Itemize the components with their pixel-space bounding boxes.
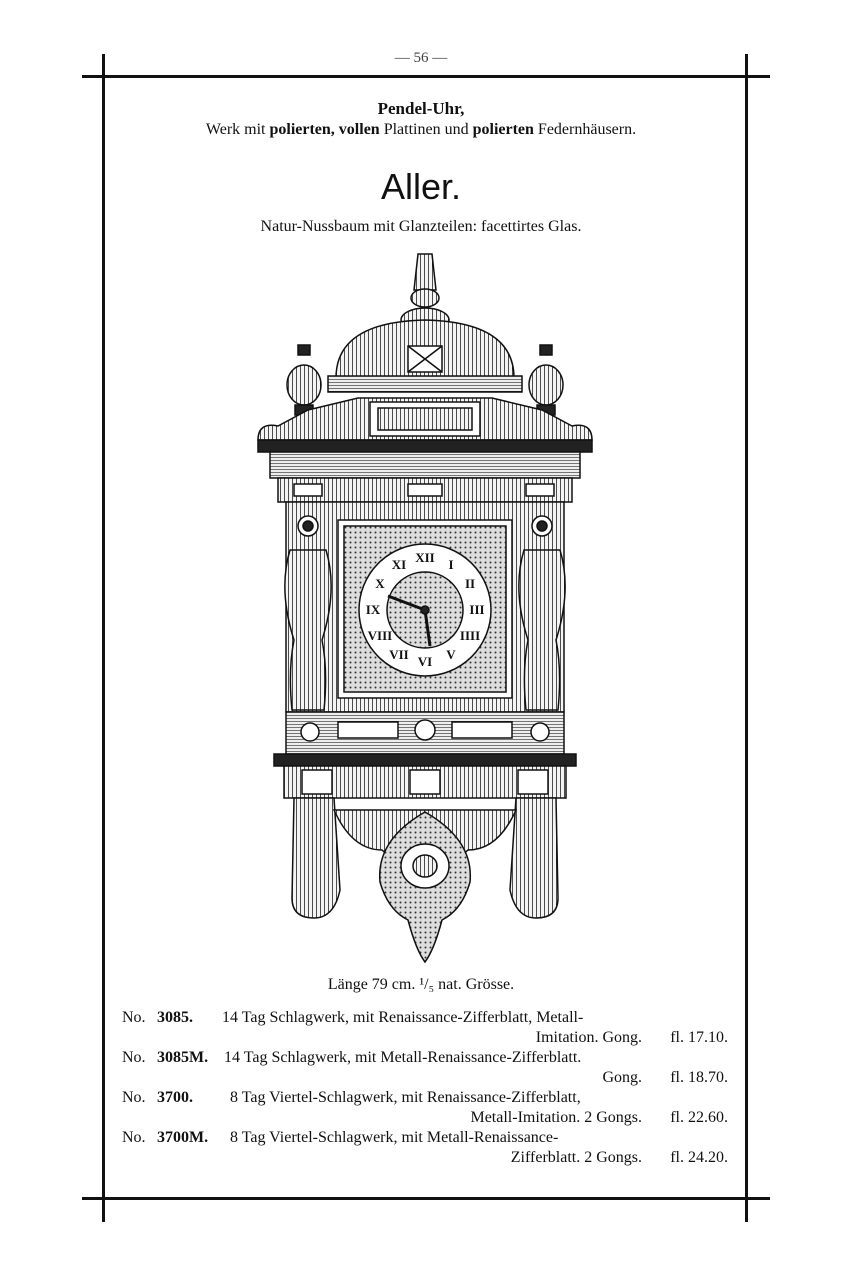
- product-desc-line1: 8 Tag Viertel-Schlagwerk, mit Metall-Renaissance-: [230, 1129, 559, 1146]
- product-desc-line1: 14 Tag Schlagwerk, mit Metall-Renaissance-Zifferblatt.: [224, 1049, 582, 1066]
- product-desc-line2: Metall-Imitation. 2 Gongs.: [470, 1109, 642, 1126]
- product-desc-line2: Gong.: [602, 1069, 642, 1086]
- clock-numeral: V: [446, 647, 456, 663]
- page-number: — 56 —: [394, 50, 448, 66]
- product-no-prefix: No.: [122, 1049, 146, 1066]
- clock-numeral: VI: [417, 654, 433, 669]
- header-line1: Pendel-Uhr,: [377, 99, 465, 118]
- product-desc-line2: Zifferblatt. 2 Gongs.: [510, 1149, 642, 1166]
- clock-numeral: II: [464, 576, 476, 591]
- product-number: 3700.: [157, 1089, 193, 1106]
- product-no-prefix: No.: [122, 1129, 146, 1146]
- clock-numeral: XI: [391, 556, 407, 572]
- product-desc-line1: 8 Tag Viertel-Schlagwerk, mit Renaissance-Zifferblatt,: [230, 1089, 581, 1106]
- bottom-rule: [82, 1197, 770, 1200]
- clock-numeral: IIII: [459, 628, 481, 643]
- product-price: fl. 17.10.: [670, 1029, 728, 1046]
- clock-numeral: VII: [389, 647, 409, 663]
- header-line2: [0, 121, 842, 139]
- product-no-prefix: No.: [122, 1009, 146, 1026]
- subtitle: Natur-Nussbaum mit Glanzteilen: facettirtes Glas.: [260, 218, 582, 235]
- product-desc-line1: 14 Tag Schlagwerk, mit Renaissance-Zifferblatt, Metall-: [222, 1009, 584, 1026]
- header-bold-2: polierten: [472, 121, 534, 138]
- product-number: 3085M.: [157, 1049, 209, 1066]
- header-bold-1: polierten, vollen: [269, 121, 380, 138]
- clock-numeral: VIII: [367, 628, 393, 643]
- header-text-2: Plattinen und: [379, 121, 473, 138]
- clock-illustration: [248, 250, 603, 965]
- product-price: fl. 18.70.: [670, 1069, 728, 1086]
- clock-numeral: I: [448, 556, 454, 572]
- clock-numeral: X: [375, 576, 385, 591]
- product-number: 3085.: [157, 1009, 193, 1026]
- product-price: fl. 22.60.: [670, 1109, 728, 1126]
- product-number: 3700M.: [157, 1129, 209, 1146]
- product-price: fl. 24.20.: [670, 1149, 728, 1166]
- product-no-prefix: No.: [122, 1089, 146, 1106]
- header-text-3: Federnhäusern.: [533, 121, 637, 138]
- page-title: Aller.: [380, 166, 462, 207]
- product-desc-line2: Imitation. Gong.: [535, 1029, 642, 1046]
- caption: Länge 79 cm. ¹/₅ nat. Grösse.: [327, 976, 515, 993]
- clock-numeral: IX: [365, 602, 381, 617]
- clock-numeral: III: [469, 602, 485, 617]
- top-rule: [82, 75, 770, 78]
- clock-numeral: XII: [415, 550, 435, 565]
- header-text-1: Werk mit: [205, 121, 270, 138]
